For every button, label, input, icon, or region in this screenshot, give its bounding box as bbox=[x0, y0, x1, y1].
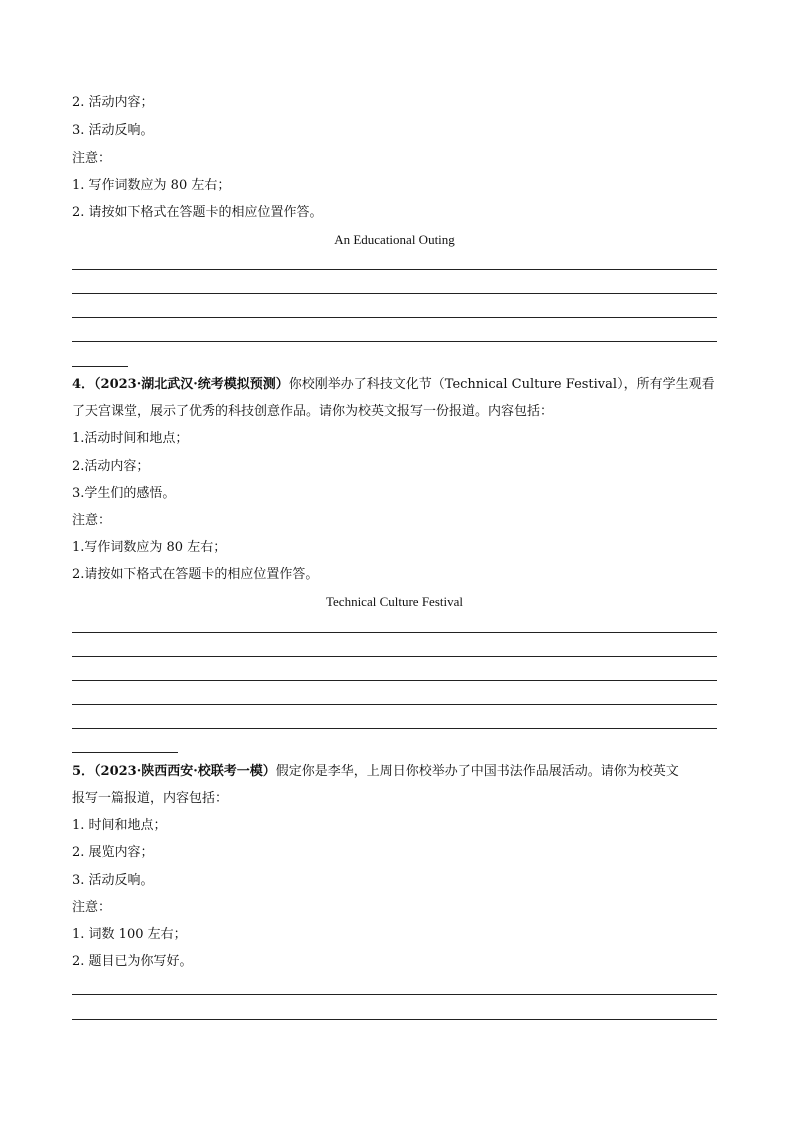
q3-item-3: 3. 活动反响。 bbox=[72, 123, 154, 138]
q4-essay-title: Technical Culture Festival bbox=[326, 594, 463, 609]
q4-item-2: 2.活动内容； bbox=[72, 459, 150, 474]
q3-note-2: 2. 请按如下格式在答题卡的相应位置作答。 bbox=[72, 205, 323, 220]
q5-note-label: 注意： bbox=[72, 900, 112, 915]
q5-note-1: 1. 词数 100 左右； bbox=[72, 927, 187, 942]
q4-answer-line-3 bbox=[72, 680, 717, 681]
q5-source: （2023·陕西西安·校联考一模） bbox=[94, 764, 276, 779]
q4-answer-line-4 bbox=[72, 704, 717, 705]
q4-prompt-line-2: 了天宫课堂，展示了优秀的科技创意作品。请你为校英文报写一份报道。内容包括： bbox=[72, 404, 554, 419]
q4-answer-line-1 bbox=[72, 632, 717, 633]
q4-answer-line-short bbox=[72, 752, 178, 753]
q5-prompt-text-1: 假定你是李华，上周日你校举办了中国书法作品展活动。请你为校英文 bbox=[275, 764, 679, 779]
q4-item-1: 1.活动时间和地点； bbox=[72, 431, 189, 446]
q4-note-2: 2.请按如下格式在答题卡的相应位置作答。 bbox=[72, 567, 319, 582]
q3-answer-line-short bbox=[72, 366, 128, 367]
q4-answer-line-5 bbox=[72, 728, 717, 729]
q5-answer-line-2 bbox=[72, 1019, 717, 1020]
q5-item-1: 1. 时间和地点； bbox=[72, 818, 167, 833]
q3-answer-line-4 bbox=[72, 341, 717, 342]
q4-note-label: 注意： bbox=[72, 513, 112, 528]
q3-note-label: 注意： bbox=[72, 151, 112, 166]
q4-prompt-text-1: 你校刚举办了科技文化节（Technical Culture Festival），所有学生观看 bbox=[288, 377, 715, 392]
q5-number: 5． bbox=[72, 764, 95, 779]
q4-note-1: 1.写作词数应为 80 左右； bbox=[72, 540, 227, 555]
q3-answer-line-3 bbox=[72, 317, 717, 318]
q3-answer-line-1 bbox=[72, 269, 717, 270]
q4-prompt-line-1 bbox=[72, 377, 715, 393]
q4-answer-line-2 bbox=[72, 656, 717, 657]
q5-item-3: 3. 活动反响。 bbox=[72, 873, 154, 888]
q5-item-2: 2. 展览内容； bbox=[72, 845, 154, 860]
q4-number: 4． bbox=[72, 377, 95, 392]
q3-note-1: 1. 写作词数应为 80 左右； bbox=[72, 178, 231, 193]
q5-prompt-line-2: 报写一篇报道，内容包括： bbox=[72, 791, 229, 806]
q5-prompt-line-1 bbox=[72, 764, 679, 780]
q3-essay-title: An Educational Outing bbox=[334, 232, 455, 247]
q3-item-2: 2. 活动内容； bbox=[72, 95, 154, 110]
q5-answer-line-1 bbox=[72, 994, 717, 995]
q4-item-3: 3.学生们的感悟。 bbox=[72, 486, 176, 501]
q4-source: （2023·湖北武汉·统考模拟预测） bbox=[94, 377, 289, 392]
q5-note-2: 2. 题目已为你写好。 bbox=[72, 954, 193, 969]
q3-answer-line-2 bbox=[72, 293, 717, 294]
